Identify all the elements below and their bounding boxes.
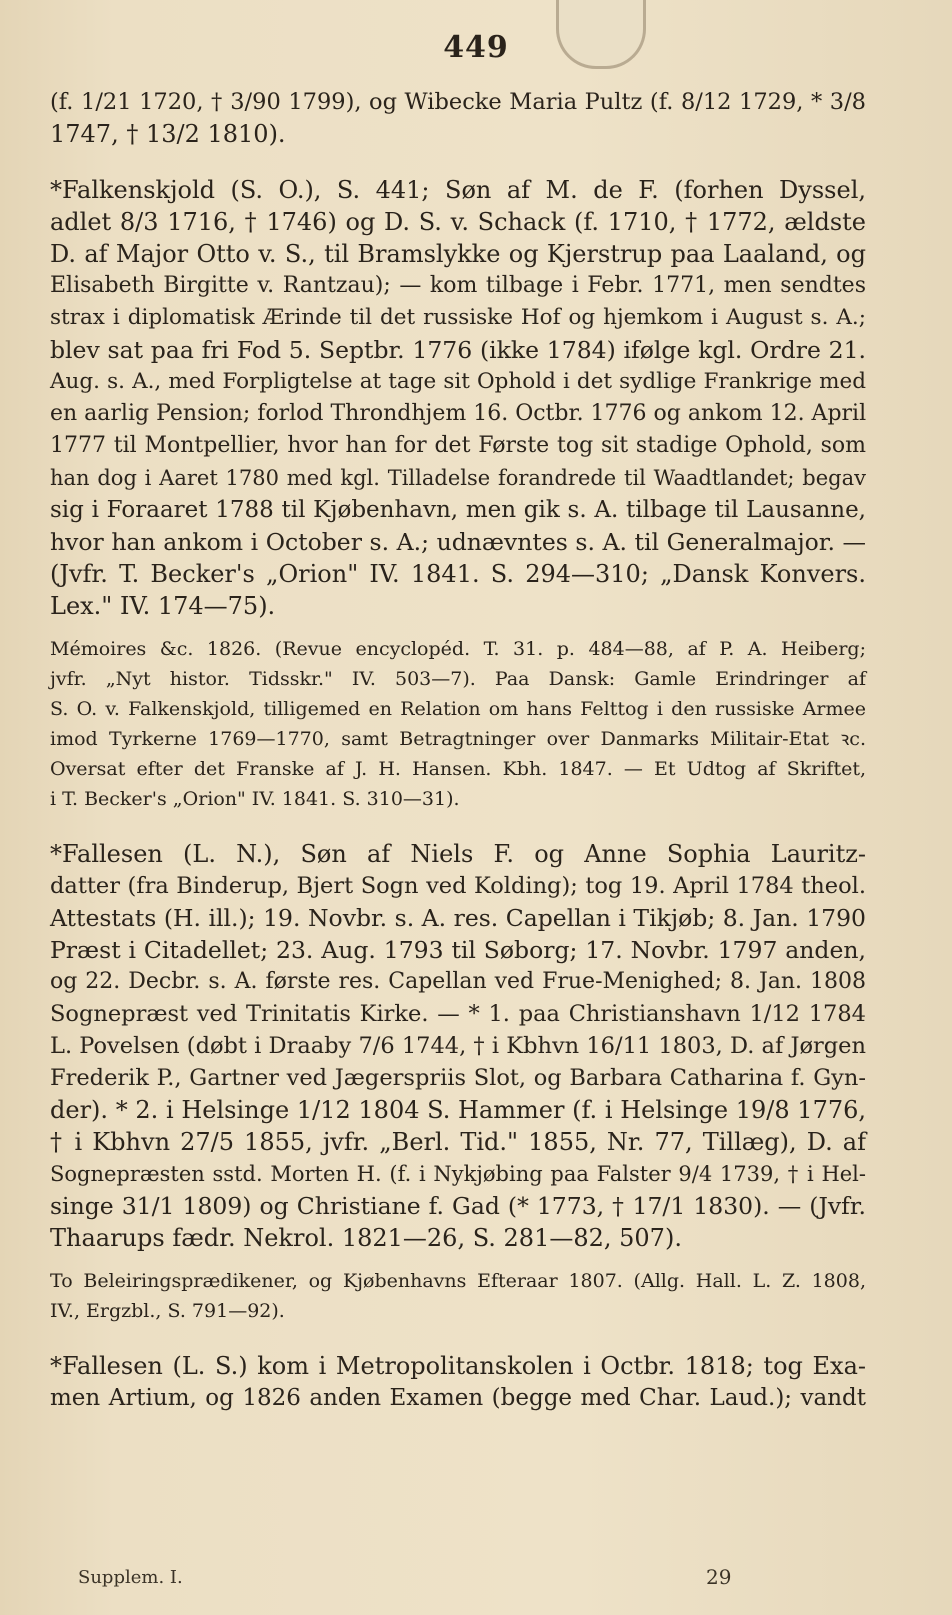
text-line: sig i Foraaret 1788 til Kjøbenhavn, men gik s. A. tilbage til Lausanne, — [50, 497, 866, 523]
text-line: Sognepræst ved Trinitatis Kirke. — * 1. paa Christianshavn 1/12 1784 — [50, 1001, 866, 1027]
text-line: Frederik P., Gartner ved Jægerspriis Slot, og Barbara Catharina f. Gyn- — [50, 1065, 866, 1091]
text-line: Thaarups fædr. Nekrol. 1821—26, S. 281—82, 507). — [50, 1224, 682, 1252]
text-line: *Fallesen (L. S.) kom i Metropolitanskolen i Octbr. 1818; tog Exa- — [50, 1352, 866, 1380]
text-line: *Falkenskjold (S. O.), S. 441; Søn af M. de F. (forhen Dyssel, — [50, 176, 866, 204]
text-line: strax i diplomatisk Ærinde til det russiske Hof og hjemkom i August s. A.; — [50, 305, 866, 330]
signature-mark: Supplem. I. — [78, 1567, 183, 1588]
text-line: adlet 8/3 1716, † 1746) og D. S. v. Schack (f. 1710, † 1772, ældste — [50, 208, 866, 236]
text-line: datter (fra Binderup, Bjert Sogn ved Kolding); tog 19. April 1784 theol. — [50, 873, 866, 899]
sheet-number: 29 — [706, 1565, 732, 1589]
text-line: hvor han ankom i October s. A.; udnævntes s. A. til Generalmajor. — — [50, 528, 866, 556]
text-line: singe 31/1 1809) og Christiane f. Gad (* 1773, † 17/1 1830). — (Jvfr. — [50, 1192, 866, 1220]
text-line: Præst i Citadellet; 23. Aug. 1793 til Søborg; 17. Novbr. 1797 anden, — [50, 936, 866, 964]
text-line: der). * 2. i Helsinge 1/12 1804 S. Hammer (f. i Helsinge 19/8 1776, — [50, 1096, 866, 1124]
text-line: Oversat efter det Franske af J. H. Hansen. Kbh. 1847. — Et Udtog af Skriftet, — [50, 758, 866, 780]
text-line: D. af Major Otto v. S., til Bramslykke og Kjerstrup paa Laaland, og — [50, 240, 866, 268]
text-line: *Fallesen (L. N.), Søn af Niels F. og Anne Sophia Lauritz- — [50, 840, 866, 868]
page-number: 449 — [443, 30, 509, 65]
text-line: S. O. v. Falkenskjold, tilligemed en Relation om hans Felttog i den russiske Armee — [50, 698, 866, 720]
text-line: To Beleiringsprædikener, og Kjøbenhavns Efteraar 1807. (Allg. Hall. L. Z. 1808, — [50, 1270, 866, 1292]
entry-fallesen-ls — [50, 1350, 866, 1414]
bibliography-falkenskjold — [50, 634, 866, 814]
text-line: † i Kbhvn 27/5 1855, jvfr. „Berl. Tid." 1855, Nr. 77, Tillæg), D. af — [50, 1128, 866, 1156]
main-text — [50, 86, 866, 1414]
entry-falkenskjold — [50, 174, 866, 622]
text-line: Sognepræsten sstd. Morten H. (f. i Nykjøbing paa Falster 9/4 1739, † i Hel- — [50, 1162, 866, 1186]
text-line: men Artium, og 1826 anden Examen (begge med Char. Laud.); vandt — [50, 1385, 866, 1411]
text-line: (f. 1/21 1720, † 3/90 1799), og Wibecke Maria Pultz (f. 8/12 1729, * 3/8 — [50, 89, 866, 115]
text-line: han dog i Aaret 1780 med kgl. Tilladelse forandrede til Waadtlandet; begav — [50, 466, 866, 490]
bibliography-fallesen-ln — [50, 1266, 866, 1326]
text-line: Aug. s. A., med Forpligtelse at tage sit Ophold i det sydlige Frankrige med — [50, 369, 866, 394]
text-line: Attestats (H. ill.); 19. Novbr. s. A. res. Capellan i Tikjøb; 8. Jan. 1790 — [50, 904, 866, 932]
text-line: en aarlig Pension; forlod Throndhjem 16. Octbr. 1776 og ankom 12. April — [50, 401, 867, 426]
text-line: blev sat paa fri Fod 5. Septbr. 1776 (ikke 1784) ifølge kgl. Ordre 21. — [50, 336, 866, 364]
text-line: jvfr. „Nyt histor. Tidsskr." IV. 503—7). Paa Dansk: Gamle Erindringer af — [50, 668, 866, 690]
paragraph-continuation — [50, 86, 866, 150]
text-line: Elisabeth Birgitte v. Rantzau); — kom tilbage i Febr. 1771, men sendtes — [50, 273, 866, 298]
text-line: L. Povelsen (døbt i Draaby 7/6 1744, † i Kbhvn 16/11 1803, D. af Jørgen — [50, 1033, 866, 1059]
text-line: imod Tyrkerne 1769—1770, samt Betragtninger over Danmarks Militair-Etat ꝛc. — [50, 728, 866, 750]
text-line: Mémoires &c. 1826. (Revue encyclopéd. T. 31. p. 484—88, af P. A. Heiberg; — [50, 638, 866, 660]
text-line: (Jvfr. T. Becker's „Orion" IV. 1841. S. 294—310; „Dansk Konvers. — [50, 560, 866, 588]
text-line: 1777 til Montpellier, hvor han for det Første tog sit stadige Ophold, som — [50, 433, 866, 458]
text-line: i T. Becker's „Orion" IV. 1841. S. 310—31). — [50, 788, 460, 810]
text-line: 1747, † 13/2 1810). — [50, 120, 286, 148]
text-line: og 22. Decbr. s. A. første res. Capellan ved Frue-Menighed; 8. Jan. 1808 — [50, 969, 866, 994]
entry-fallesen-ln — [50, 838, 866, 1254]
text-line: IV., Ergzbl., S. 791—92). — [50, 1300, 285, 1322]
text-line: Lex." IV. 174—75). — [50, 592, 276, 620]
